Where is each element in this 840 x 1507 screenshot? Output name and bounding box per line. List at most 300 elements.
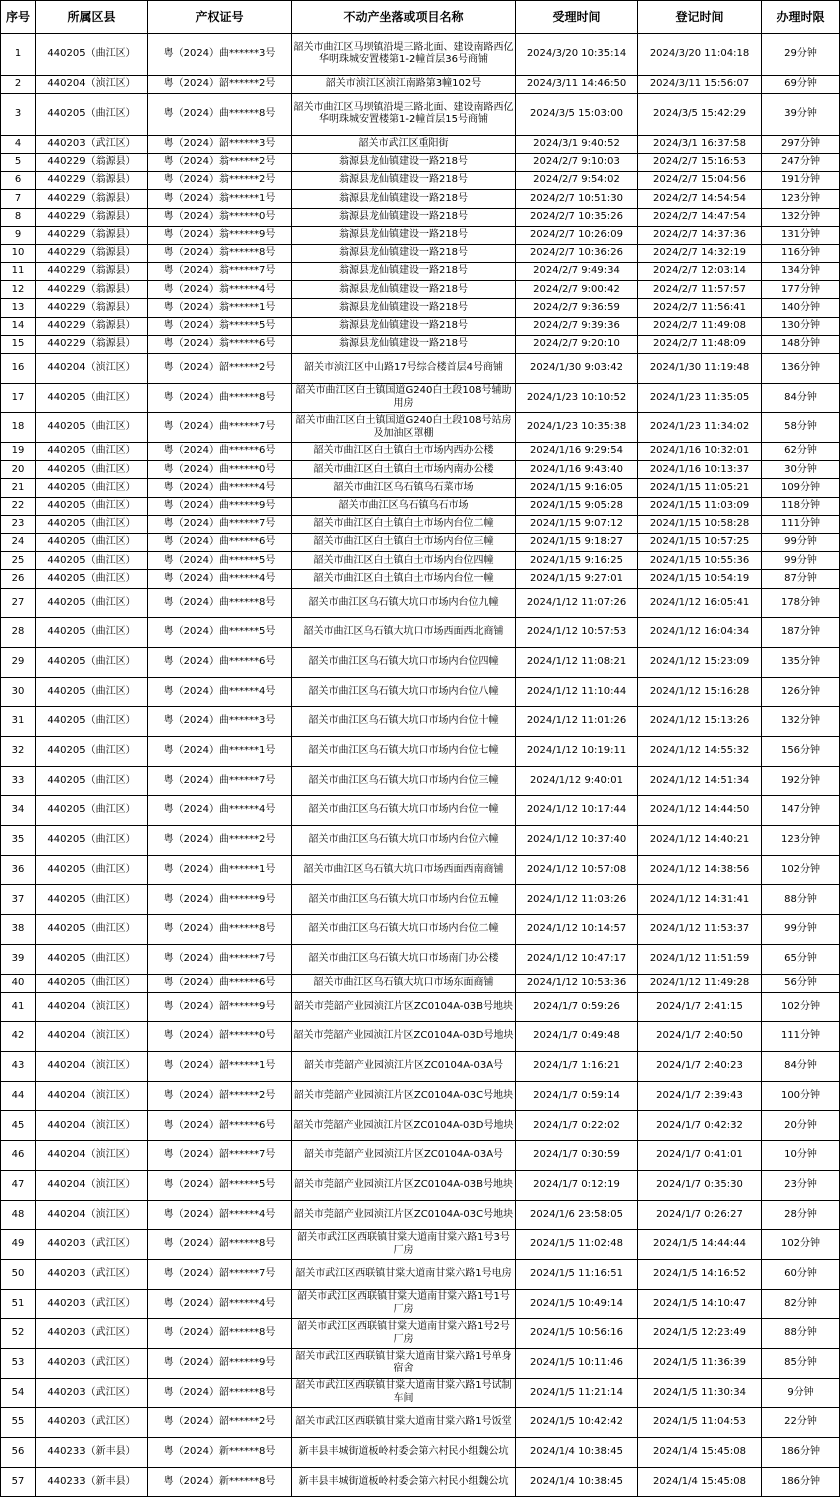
cell-district: 440229（翁源县） [36,172,148,190]
table-row [1,1141,840,1171]
cell-location: 翁源县龙仙镇建设一路218号 [292,190,516,208]
cell-registered-time: 2024/1/7 0:35:30 [638,1170,762,1200]
cell-location: 翁源县龙仙镇建设一路218号 [292,317,516,335]
cell-accepted-time: 2024/1/15 9:16:05 [516,479,638,497]
cell-certificate: 粤（2024）韶******3号 [148,135,292,153]
cell-district: 440205（曲江区） [36,479,148,497]
table-row [1,479,840,497]
cell-duration: 102分钟 [762,855,840,885]
cell-registered-time: 2024/1/30 11:19:48 [638,354,762,384]
cell-accepted-time: 2024/1/30 9:03:42 [516,354,638,384]
cell-index: 56 [1,1438,36,1468]
cell-location: 翁源县龙仙镇建设一路218号 [292,208,516,226]
cell-index: 40 [1,974,36,992]
cell-certificate: 粤（2024）曲******9号 [148,885,292,915]
cell-accepted-time: 2024/1/16 9:29:54 [516,443,638,461]
cell-registered-time: 2024/1/15 10:58:28 [638,515,762,533]
cell-duration: 85分钟 [762,1348,840,1378]
cell-duration: 102分钟 [762,1230,840,1260]
cell-district: 440204（浈江区） [36,992,148,1022]
cell-certificate: 粤（2024）韶******2号 [148,354,292,384]
cell-index: 33 [1,766,36,796]
cell-location: 韶关市曲江区乌石镇大坑口市场西面西南商铺 [292,855,516,885]
cell-location: 韶关市曲江区白土镇国道G240白土段108号辅助用房 [292,383,516,413]
cell-district: 440205（曲江区） [36,766,148,796]
table-row [1,796,840,826]
cell-index: 34 [1,796,36,826]
cell-district: 440205（曲江区） [36,588,148,618]
cell-registered-time: 2024/1/12 15:13:26 [638,707,762,737]
cell-accepted-time: 2024/2/7 9:54:02 [516,172,638,190]
table-row [1,1438,840,1468]
cell-index: 49 [1,1230,36,1260]
cell-accepted-time: 2024/2/7 10:36:26 [516,244,638,262]
cell-duration: 58分钟 [762,413,840,443]
cell-certificate: 粤（2024）韶******2号 [148,75,292,93]
cell-district: 440233（新丰县） [36,1438,148,1468]
table-row [1,1348,840,1378]
cell-index: 10 [1,244,36,262]
cell-index: 36 [1,855,36,885]
cell-certificate: 粤（2024）韶******8号 [148,1378,292,1408]
cell-certificate: 粤（2024）韶******5号 [148,1170,292,1200]
cell-certificate: 粤（2024）曲******6号 [148,974,292,992]
cell-district: 440229（翁源县） [36,299,148,317]
cell-location: 韶关市曲江区乌石镇大坑口市场内台位二幢 [292,915,516,945]
cell-registered-time: 2024/2/7 14:32:19 [638,244,762,262]
cell-registered-time: 2024/1/12 14:55:32 [638,737,762,767]
cell-registered-time: 2024/3/5 15:42:29 [638,93,762,135]
cell-duration: 130分钟 [762,317,840,335]
cell-registered-time: 2024/1/15 11:03:09 [638,497,762,515]
cell-duration: 99分钟 [762,552,840,570]
cell-certificate: 粤（2024）曲******4号 [148,570,292,588]
cell-district: 440203（武江区） [36,1230,148,1260]
cell-duration: 28分钟 [762,1200,840,1230]
cell-duration: 156分钟 [762,737,840,767]
table-row [1,497,840,515]
cell-certificate: 粤（2024）韶******9号 [148,1348,292,1378]
cell-duration: 178分钟 [762,588,840,618]
header-index: 序号 [1,1,36,34]
cell-duration: 23分钟 [762,1170,840,1200]
cell-accepted-time: 2024/1/4 10:38:45 [516,1438,638,1468]
table-row [1,707,840,737]
cell-accepted-time: 2024/1/7 0:49:48 [516,1022,638,1052]
cell-certificate: 粤（2024）翁******0号 [148,208,292,226]
cell-index: 23 [1,515,36,533]
cell-index: 46 [1,1141,36,1171]
cell-accepted-time: 2024/1/5 11:02:48 [516,1230,638,1260]
cell-duration: 111分钟 [762,515,840,533]
cell-location: 韶关市莞韶产业园浈江片区ZC0104A-03B号地块 [292,1170,516,1200]
cell-location: 韶关市莞韶产业园浈江片区ZC0104A-03C号地块 [292,1081,516,1111]
cell-certificate: 粤（2024）新******8号 [148,1467,292,1497]
cell-duration: 140分钟 [762,299,840,317]
cell-duration: 84分钟 [762,383,840,413]
cell-certificate: 粤（2024）韶******4号 [148,1289,292,1319]
cell-registered-time: 2024/1/5 14:44:44 [638,1230,762,1260]
cell-district: 440205（曲江区） [36,855,148,885]
cell-index: 5 [1,153,36,171]
cell-index: 28 [1,618,36,648]
table-row [1,1289,840,1319]
cell-registered-time: 2024/1/4 15:45:08 [638,1467,762,1497]
cell-accepted-time: 2024/1/12 10:53:36 [516,974,638,992]
cell-district: 440203（武江区） [36,1408,148,1438]
table-row [1,1467,840,1497]
cell-certificate: 粤（2024）韶******9号 [148,992,292,1022]
cell-location: 韶关市莞韶产业园浈江片区ZC0104A-03A号 [292,1141,516,1171]
cell-duration: 29分钟 [762,34,840,76]
cell-location: 韶关市曲江区乌石镇大坑口市场内台位三幢 [292,766,516,796]
cell-location: 翁源县龙仙镇建设一路218号 [292,172,516,190]
cell-location: 韶关市曲江区马坝镇沿堤三路北面、建设南路西亿华明珠城安置楼第1-2幢首层15号商铺 [292,93,516,135]
cell-district: 440205（曲江区） [36,796,148,826]
cell-accepted-time: 2024/3/1 9:40:52 [516,135,638,153]
cell-index: 41 [1,992,36,1022]
cell-duration: 56分钟 [762,974,840,992]
cell-duration: 100分钟 [762,1081,840,1111]
cell-duration: 30分钟 [762,461,840,479]
cell-registered-time: 2024/1/23 11:35:05 [638,383,762,413]
cell-index: 9 [1,226,36,244]
cell-accepted-time: 2024/1/12 10:37:40 [516,826,638,856]
cell-location: 韶关市武江区西联镇甘棠大道南甘棠六路1号试制车间 [292,1378,516,1408]
cell-accepted-time: 2024/1/12 10:47:17 [516,944,638,974]
cell-certificate: 粤（2024）曲******3号 [148,34,292,76]
cell-district: 440205（曲江区） [36,552,148,570]
cell-registered-time: 2024/1/16 10:13:37 [638,461,762,479]
cell-registered-time: 2024/1/7 2:39:43 [638,1081,762,1111]
cell-district: 440205（曲江区） [36,618,148,648]
table-row [1,93,840,135]
cell-district: 440229（翁源县） [36,244,148,262]
cell-certificate: 粤（2024）曲******7号 [148,944,292,974]
cell-accepted-time: 2024/1/7 1:16:21 [516,1052,638,1082]
cell-index: 16 [1,354,36,384]
cell-district: 440229（翁源县） [36,263,148,281]
cell-certificate: 粤（2024）曲******4号 [148,479,292,497]
cell-accepted-time: 2024/1/7 0:22:02 [516,1111,638,1141]
cell-accepted-time: 2024/1/7 0:30:59 [516,1141,638,1171]
cell-registered-time: 2024/2/7 14:54:54 [638,190,762,208]
cell-accepted-time: 2024/1/12 10:17:44 [516,796,638,826]
cell-certificate: 粤（2024）曲******2号 [148,826,292,856]
cell-accepted-time: 2024/2/7 9:49:34 [516,263,638,281]
table-row [1,944,840,974]
table-row [1,588,840,618]
cell-index: 1 [1,34,36,76]
cell-duration: 82分钟 [762,1289,840,1319]
cell-district: 440204（浈江区） [36,75,148,93]
cell-registered-time: 2024/2/7 11:57:57 [638,281,762,299]
cell-district: 440205（曲江区） [36,93,148,135]
cell-district: 440203（武江区） [36,1319,148,1349]
cell-index: 7 [1,190,36,208]
cell-certificate: 粤（2024）曲******7号 [148,766,292,796]
table-row [1,75,840,93]
cell-district: 440229（翁源县） [36,226,148,244]
cell-accepted-time: 2024/1/12 10:57:08 [516,855,638,885]
table-row [1,299,840,317]
cell-duration: 135分钟 [762,647,840,677]
cell-district: 440205（曲江区） [36,534,148,552]
table-row [1,443,840,461]
cell-registered-time: 2024/1/16 10:32:01 [638,443,762,461]
cell-duration: 148分钟 [762,335,840,353]
cell-accepted-time: 2024/3/11 14:46:50 [516,75,638,93]
table-row [1,677,840,707]
cell-index: 11 [1,263,36,281]
cell-registered-time: 2024/2/7 11:48:09 [638,335,762,353]
table-row [1,1200,840,1230]
cell-registered-time: 2024/2/7 11:56:41 [638,299,762,317]
cell-duration: 9分钟 [762,1378,840,1408]
cell-certificate: 粤（2024）翁******5号 [148,317,292,335]
cell-duration: 131分钟 [762,226,840,244]
cell-accepted-time: 2024/1/15 9:07:12 [516,515,638,533]
cell-registered-time: 2024/3/11 15:56:07 [638,75,762,93]
cell-location: 韶关市曲江区乌石镇大坑口市场内台位十幢 [292,707,516,737]
cell-location: 韶关市武江区西联镇甘棠大道南甘棠六路1号1号厂房 [292,1289,516,1319]
cell-accepted-time: 2024/1/12 11:03:26 [516,885,638,915]
cell-accepted-time: 2024/2/7 9:36:59 [516,299,638,317]
cell-index: 39 [1,944,36,974]
cell-certificate: 粤（2024）曲******7号 [148,413,292,443]
cell-location: 韶关市浈江区浈江南路第3幢102号 [292,75,516,93]
cell-certificate: 粤（2024）翁******2号 [148,153,292,171]
cell-duration: 186分钟 [762,1467,840,1497]
cell-index: 38 [1,915,36,945]
cell-index: 48 [1,1200,36,1230]
cell-index: 37 [1,885,36,915]
cell-location: 翁源县龙仙镇建设一路218号 [292,244,516,262]
cell-certificate: 粤（2024）曲******6号 [148,443,292,461]
cell-index: 3 [1,93,36,135]
cell-location: 韶关市曲江区白土镇白土市场内台位四幢 [292,552,516,570]
cell-registered-time: 2024/1/12 16:04:34 [638,618,762,648]
cell-certificate: 粤（2024）韶******1号 [148,1052,292,1082]
cell-district: 440205（曲江区） [36,737,148,767]
cell-registered-time: 2024/1/5 11:30:34 [638,1378,762,1408]
cell-duration: 65分钟 [762,944,840,974]
cell-location: 韶关市曲江区乌石镇大坑口市场内台位四幢 [292,647,516,677]
table-row [1,172,840,190]
cell-district: 440205（曲江区） [36,885,148,915]
cell-accepted-time: 2024/1/4 10:38:45 [516,1467,638,1497]
cell-accepted-time: 2024/2/7 10:35:26 [516,208,638,226]
table-row [1,190,840,208]
cell-certificate: 粤（2024）韶******6号 [148,1111,292,1141]
cell-district: 440205（曲江区） [36,383,148,413]
cell-location: 韶关市曲江区白土镇白土市场内台位二幢 [292,515,516,533]
cell-registered-time: 2024/1/7 2:40:23 [638,1052,762,1082]
cell-index: 35 [1,826,36,856]
header-duration: 办理时限 [762,1,840,34]
cell-certificate: 粤（2024）曲******0号 [148,461,292,479]
cell-district: 440205（曲江区） [36,443,148,461]
cell-district: 440203（武江区） [36,1348,148,1378]
table-row [1,226,840,244]
table-row [1,1022,840,1052]
cell-index: 51 [1,1289,36,1319]
cell-accepted-time: 2024/1/5 10:11:46 [516,1348,638,1378]
table-row [1,737,840,767]
cell-location: 韶关市曲江区乌石镇乌石市场 [292,497,516,515]
cell-location: 韶关市曲江区乌石镇大坑口市场南门办公楼 [292,944,516,974]
table-row [1,534,840,552]
cell-duration: 177分钟 [762,281,840,299]
cell-location: 韶关市莞韶产业园浈江片区ZC0104A-03A号 [292,1052,516,1082]
table-row [1,1378,840,1408]
table-row [1,153,840,171]
cell-index: 20 [1,461,36,479]
cell-location: 新丰县丰城街道板岭村委会第六村民小组魏公坑 [292,1467,516,1497]
cell-location: 韶关市曲江区马坝镇沿堤三路北面、建设南路西亿华明珠城安置楼第1-2幢首层36号商铺 [292,34,516,76]
cell-index: 43 [1,1052,36,1082]
table-row [1,855,840,885]
cell-location: 韶关市莞韶产业园浈江片区ZC0104A-03D号地块 [292,1022,516,1052]
cell-certificate: 粤（2024）曲******3号 [148,707,292,737]
cell-certificate: 粤（2024）曲******8号 [148,915,292,945]
header-accepted-time: 受理时间 [516,1,638,34]
cell-accepted-time: 2024/1/7 0:12:19 [516,1170,638,1200]
cell-index: 50 [1,1259,36,1289]
cell-accepted-time: 2024/1/5 10:49:14 [516,1289,638,1319]
cell-district: 440204（浈江区） [36,1111,148,1141]
cell-registered-time: 2024/1/7 0:42:32 [638,1111,762,1141]
cell-certificate: 粤（2024）曲******4号 [148,677,292,707]
cell-location: 韶关市曲江区白土镇白土市场内南办公楼 [292,461,516,479]
cell-registered-time: 2024/1/12 14:44:50 [638,796,762,826]
cell-registered-time: 2024/2/7 15:16:53 [638,153,762,171]
cell-certificate: 粤（2024）翁******1号 [148,190,292,208]
cell-accepted-time: 2024/1/15 9:27:01 [516,570,638,588]
cell-accepted-time: 2024/2/7 9:39:36 [516,317,638,335]
cell-registered-time: 2024/1/5 14:10:47 [638,1289,762,1319]
cell-registered-time: 2024/1/12 16:05:41 [638,588,762,618]
cell-registered-time: 2024/1/5 14:16:52 [638,1259,762,1289]
cell-index: 25 [1,552,36,570]
table-row [1,1052,840,1082]
cell-certificate: 粤（2024）韶******8号 [148,1230,292,1260]
cell-location: 韶关市曲江区白土镇白土市场内西办公楼 [292,443,516,461]
cell-accepted-time: 2024/1/5 10:56:16 [516,1319,638,1349]
cell-duration: 116分钟 [762,244,840,262]
table-row [1,1170,840,1200]
cell-district: 440205（曲江区） [36,826,148,856]
cell-location: 韶关市曲江区乌石镇大坑口市场西面西北商铺 [292,618,516,648]
cell-index: 26 [1,570,36,588]
cell-certificate: 粤（2024）翁******4号 [148,281,292,299]
table-row [1,974,840,992]
cell-duration: 20分钟 [762,1111,840,1141]
table-row [1,34,840,76]
table-row [1,826,840,856]
cell-district: 440204（浈江区） [36,1141,148,1171]
cell-district: 440204（浈江区） [36,1200,148,1230]
cell-certificate: 粤（2024）韶******2号 [148,1408,292,1438]
table-row [1,1259,840,1289]
cell-certificate: 粤（2024）曲******8号 [148,383,292,413]
cell-district: 440233（新丰县） [36,1467,148,1497]
cell-accepted-time: 2024/1/7 0:59:26 [516,992,638,1022]
cell-location: 翁源县龙仙镇建设一路218号 [292,263,516,281]
cell-location: 翁源县龙仙镇建设一路218号 [292,299,516,317]
cell-district: 440203（武江区） [36,135,148,153]
cell-index: 24 [1,534,36,552]
cell-location: 韶关市武江区西联镇甘棠大道南甘棠六路1号电房 [292,1259,516,1289]
cell-certificate: 粤（2024）曲******5号 [148,552,292,570]
cell-registered-time: 2024/1/12 11:51:59 [638,944,762,974]
cell-location: 韶关市曲江区乌石镇大坑口市场内台位八幢 [292,677,516,707]
cell-location: 韶关市曲江区乌石镇大坑口市场内台位七幢 [292,737,516,767]
cell-duration: 123分钟 [762,826,840,856]
cell-accepted-time: 2024/1/12 10:57:53 [516,618,638,648]
table-row [1,354,840,384]
cell-registered-time: 2024/1/5 11:04:53 [638,1408,762,1438]
cell-certificate: 粤（2024）曲******6号 [148,647,292,677]
cell-accepted-time: 2024/1/12 10:14:57 [516,915,638,945]
cell-index: 44 [1,1081,36,1111]
cell-district: 440205（曲江区） [36,413,148,443]
header-registered-time: 登记时间 [638,1,762,34]
cell-registered-time: 2024/1/12 14:40:21 [638,826,762,856]
cell-location: 韶关市莞韶产业园浈江片区ZC0104A-03B号地块 [292,992,516,1022]
cell-district: 440205（曲江区） [36,461,148,479]
cell-duration: 111分钟 [762,1022,840,1052]
cell-duration: 109分钟 [762,479,840,497]
cell-district: 440229（翁源县） [36,317,148,335]
table-row [1,461,840,479]
cell-accepted-time: 2024/1/12 11:10:44 [516,677,638,707]
cell-district: 440229（翁源县） [36,208,148,226]
cell-accepted-time: 2024/2/7 10:51:30 [516,190,638,208]
cell-location: 韶关市浈江区中山路17号综合楼首层4号商铺 [292,354,516,384]
cell-duration: 22分钟 [762,1408,840,1438]
cell-district: 440203（武江区） [36,1259,148,1289]
cell-duration: 118分钟 [762,497,840,515]
cell-district: 440205（曲江区） [36,647,148,677]
cell-duration: 191分钟 [762,172,840,190]
cell-duration: 132分钟 [762,707,840,737]
table-header [1,1,840,34]
cell-duration: 136分钟 [762,354,840,384]
table-row [1,618,840,648]
cell-index: 47 [1,1170,36,1200]
cell-location: 韶关市曲江区乌石镇乌石菜市场 [292,479,516,497]
cell-certificate: 粤（2024）韶******0号 [148,1022,292,1052]
cell-duration: 297分钟 [762,135,840,153]
cell-location: 韶关市曲江区乌石镇大坑口市场内台位六幢 [292,826,516,856]
cell-district: 440205（曲江区） [36,707,148,737]
cell-accepted-time: 2024/1/15 9:18:27 [516,534,638,552]
cell-accepted-time: 2024/1/16 9:43:40 [516,461,638,479]
cell-accepted-time: 2024/1/12 11:01:26 [516,707,638,737]
cell-duration: 132分钟 [762,208,840,226]
cell-certificate: 粤（2024）曲******8号 [148,93,292,135]
cell-index: 30 [1,677,36,707]
cell-index: 53 [1,1348,36,1378]
cell-index: 6 [1,172,36,190]
cell-duration: 39分钟 [762,93,840,135]
cell-district: 440229（翁源县） [36,281,148,299]
cell-district: 440203（武江区） [36,1289,148,1319]
cell-location: 韶关市曲江区乌石镇大坑口市场内台位一幢 [292,796,516,826]
cell-district: 440204（浈江区） [36,354,148,384]
cell-index: 27 [1,588,36,618]
